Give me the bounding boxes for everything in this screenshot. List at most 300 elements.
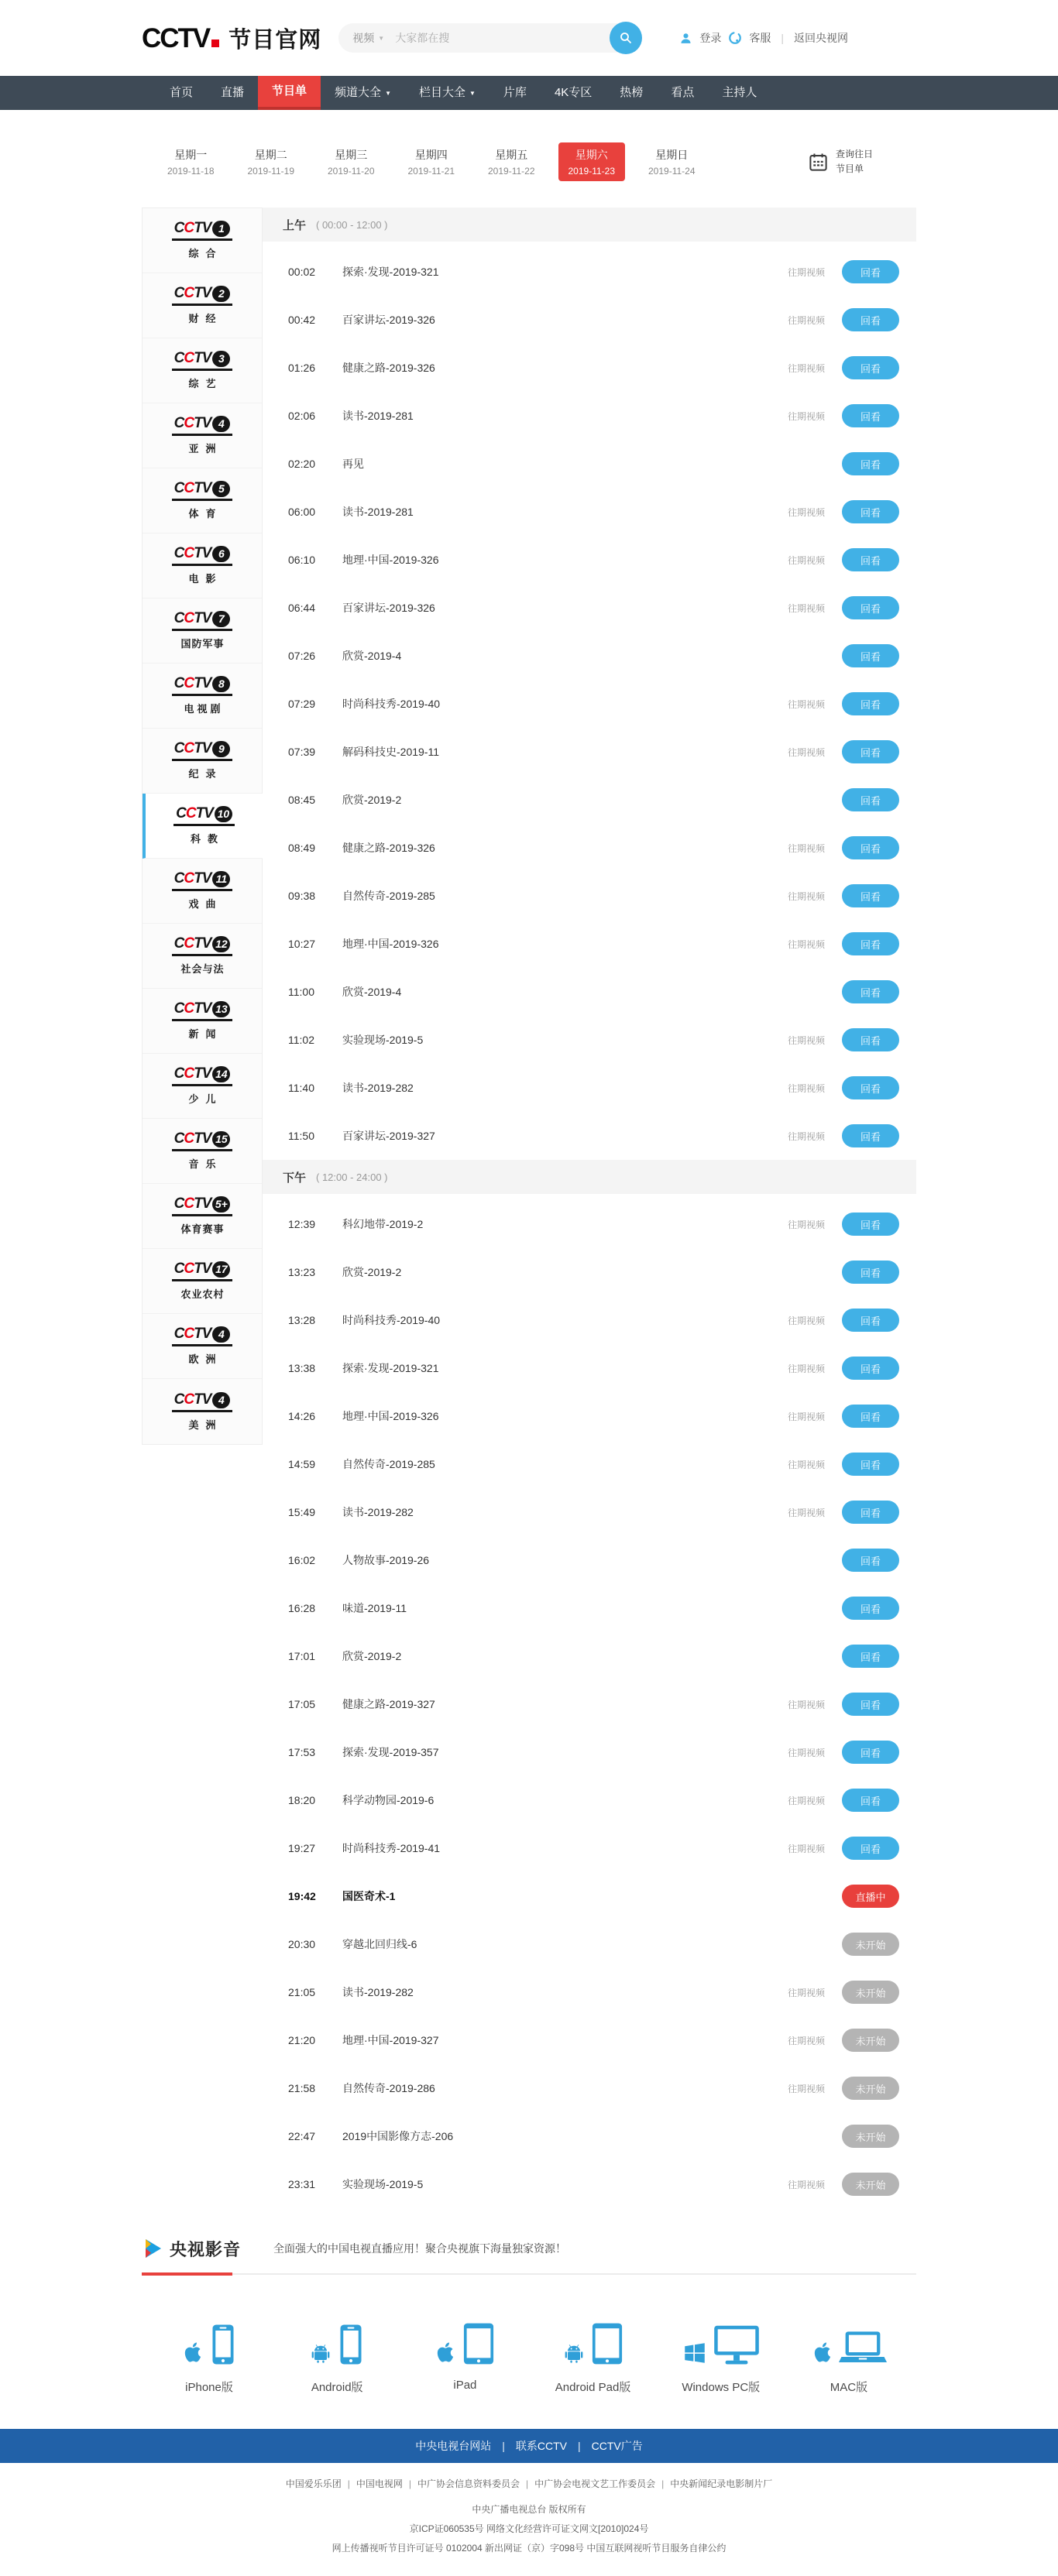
app-download-ipad[interactable] bbox=[404, 2307, 526, 2395]
program-row bbox=[263, 392, 916, 440]
app-icon-iphone bbox=[148, 2307, 270, 2366]
calendar-icon bbox=[808, 152, 829, 173]
date-tab-day: 星期二 bbox=[254, 149, 287, 161]
channel-name: 国防军事 bbox=[180, 638, 225, 650]
program-title[interactable]: 探索·发现-2019-357 bbox=[342, 1746, 439, 1758]
past-videos-link[interactable]: 往期视频 bbox=[787, 1411, 825, 1422]
channel-name: 体育赛事 bbox=[180, 1223, 225, 1235]
channel-name: 农业农村 bbox=[180, 1288, 225, 1300]
program-title[interactable]: 国医奇术-1 bbox=[342, 1890, 396, 1902]
cctv-logo-text: CCTV 3 bbox=[172, 351, 233, 371]
program-title[interactable]: 地理·中国-2019-326 bbox=[342, 938, 439, 950]
replay-button[interactable]: 回看 bbox=[842, 788, 899, 811]
sidebar-item-cctv-14-少儿[interactable] bbox=[143, 1054, 262, 1119]
program-title[interactable]: 百家讲坛-2019-326 bbox=[342, 314, 435, 326]
cctv-logo-text: CCTV 4 bbox=[172, 1392, 233, 1412]
program-time: 07:39 bbox=[288, 746, 316, 758]
channel-number-badge: 3 bbox=[212, 351, 230, 367]
site-logo[interactable] bbox=[142, 22, 321, 54]
cctv-channel-logo bbox=[172, 1326, 233, 1366]
bottombar-link-2[interactable]: CCTV广告 bbox=[591, 2440, 643, 2452]
app-download-mac[interactable] bbox=[788, 2307, 910, 2395]
live-button[interactable]: 直播中 bbox=[842, 1885, 899, 1908]
laptop-icon bbox=[839, 2329, 887, 2366]
past-videos-link[interactable]: 往期视频 bbox=[787, 2083, 825, 2094]
sidebar-item-cctv-12-社会与法[interactable] bbox=[143, 924, 262, 989]
program-title[interactable]: 欣赏-2019-2 bbox=[342, 1266, 402, 1278]
program-row bbox=[263, 2160, 916, 2208]
bottombar-link-1[interactable]: 联系CCTV bbox=[515, 2440, 567, 2452]
date-tab-2019-11-18[interactable] bbox=[157, 142, 225, 181]
program-title[interactable]: 百家讲坛-2019-326 bbox=[342, 602, 435, 614]
replay-button[interactable]: 回看 bbox=[842, 1309, 899, 1332]
nav-item-label: 栏目大全 bbox=[418, 86, 465, 99]
sidebar-item-cctv-13-新闻[interactable] bbox=[143, 989, 262, 1054]
program-title[interactable]: 自然传奇-2019-285 bbox=[342, 1458, 435, 1470]
past-videos-link[interactable]: 往期视频 bbox=[787, 698, 825, 710]
sidebar-item-cctv-4-亚洲[interactable] bbox=[143, 403, 262, 468]
program-title[interactable]: 百家讲坛-2019-327 bbox=[342, 1130, 435, 1142]
replay-button[interactable]: 回看 bbox=[842, 1549, 899, 1572]
date-tab-date: 2019-11-21 bbox=[407, 166, 455, 177]
channel-number-badge: 7 bbox=[212, 611, 230, 627]
channel-number-badge: 4 bbox=[212, 1392, 230, 1408]
sidebar-item-cctv-1-综合[interactable] bbox=[143, 208, 262, 273]
program-title[interactable]: 实验现场-2019-5 bbox=[342, 1034, 424, 1046]
channel-number-badge: 1 bbox=[212, 221, 230, 237]
channel-name: 美洲 bbox=[188, 1418, 223, 1431]
cctv-logo-text: CCTV 1 bbox=[172, 221, 233, 241]
program-title[interactable]: 欣赏-2019-2 bbox=[342, 1650, 402, 1662]
sidebar-item-cctv-4-欧洲[interactable] bbox=[143, 1314, 262, 1379]
footer-partner-link-3[interactable]: 中广协会电视文艺工作委员会 bbox=[534, 2478, 656, 2489]
date-tab-2019-11-21[interactable] bbox=[398, 142, 465, 181]
past-videos-link[interactable]: 往期视频 bbox=[787, 266, 825, 278]
program-title[interactable]: 解码科技史-2019-11 bbox=[342, 746, 440, 758]
section-title: 下午 bbox=[283, 1171, 307, 1185]
program-title[interactable]: 读书-2019-282 bbox=[342, 1506, 414, 1518]
replay-button[interactable]: 回看 bbox=[842, 452, 899, 475]
app-download-android_phone[interactable] bbox=[276, 2307, 398, 2395]
program-row bbox=[263, 1824, 916, 1872]
app-label: iPad bbox=[453, 2379, 477, 2392]
past-videos-link[interactable]: 往期视频 bbox=[787, 1795, 825, 1806]
past-videos-link[interactable]: 往期视频 bbox=[787, 1987, 825, 1998]
service-link[interactable]: 客服 bbox=[749, 32, 771, 44]
pending-button[interactable]: 未开始 bbox=[842, 2125, 899, 2148]
program-title[interactable]: 健康之路-2019-327 bbox=[342, 1698, 435, 1710]
date-tab-date: 2019-11-22 bbox=[488, 166, 535, 177]
channel-name: 亚洲 bbox=[188, 443, 223, 454]
channel-number-badge: 9 bbox=[212, 741, 230, 757]
program-time: 21:05 bbox=[288, 1986, 316, 1998]
date-tab-date: 2019-11-18 bbox=[167, 166, 215, 177]
program-title[interactable]: 自然传奇-2019-286 bbox=[342, 2082, 435, 2094]
nav-item-2[interactable] bbox=[258, 76, 321, 110]
sidebar-item-cctv-9-纪录[interactable] bbox=[143, 729, 262, 794]
footer-partner-link-0[interactable]: 中国爱乐乐团 bbox=[285, 2478, 342, 2489]
program-row bbox=[263, 1112, 916, 1160]
replay-button[interactable]: 回看 bbox=[842, 644, 899, 667]
program-title[interactable]: 地理·中国-2019-326 bbox=[342, 554, 439, 566]
nav-item-7[interactable] bbox=[606, 76, 657, 110]
past-videos-link[interactable]: 往期视频 bbox=[787, 2179, 825, 2190]
program-title[interactable]: 实验现场-2019-5 bbox=[342, 2178, 424, 2190]
content-area bbox=[142, 208, 916, 2208]
replay-button[interactable]: 回看 bbox=[842, 1261, 899, 1284]
replay-button[interactable]: 回看 bbox=[842, 260, 899, 283]
program-time: 07:26 bbox=[288, 650, 316, 662]
partner-separator: | bbox=[661, 2478, 665, 2489]
replay-button[interactable]: 回看 bbox=[842, 1076, 899, 1099]
past-videos-link[interactable]: 往期视频 bbox=[787, 1219, 825, 1230]
past-videos-link[interactable]: 往期视频 bbox=[787, 1130, 825, 1142]
user-links bbox=[679, 30, 916, 46]
program-time: 08:45 bbox=[288, 794, 316, 806]
past-videos-link[interactable]: 往期视频 bbox=[787, 890, 825, 902]
program-list bbox=[263, 208, 916, 2208]
cctv-channel-logo bbox=[172, 351, 233, 390]
date-tab-2019-11-24[interactable] bbox=[638, 142, 706, 181]
search-category-label: 视频 bbox=[352, 32, 375, 44]
program-time: 11:02 bbox=[288, 1034, 314, 1046]
replay-button[interactable]: 回看 bbox=[842, 1837, 899, 1860]
date-tab-day: 星期日 bbox=[655, 149, 689, 161]
nav-item-label: 首页 bbox=[170, 86, 194, 99]
channel-number-badge: 6 bbox=[212, 546, 230, 562]
cctv-logo-text: CCTV 5 bbox=[172, 481, 233, 501]
nav-item-0[interactable] bbox=[156, 76, 207, 110]
date-tab-day: 星期五 bbox=[495, 149, 528, 161]
past-videos-link[interactable]: 往期视频 bbox=[787, 410, 825, 422]
program-title[interactable]: 读书-2019-282 bbox=[342, 1082, 414, 1094]
past-videos-link[interactable]: 往期视频 bbox=[787, 1699, 825, 1710]
nav-item-label: 热榜 bbox=[620, 86, 644, 99]
past-videos-link[interactable]: 往期视频 bbox=[787, 362, 825, 374]
date-bar bbox=[142, 142, 916, 181]
replay-button[interactable]: 回看 bbox=[842, 596, 899, 619]
sidebar-item-cctv-11-戏曲[interactable] bbox=[143, 859, 262, 924]
channel-number-badge: 5 bbox=[212, 481, 230, 497]
footer-partner-link-2[interactable]: 中广协会信息资料委员会 bbox=[417, 2478, 520, 2489]
program-time: 00:42 bbox=[288, 314, 316, 326]
app-download-android_pad[interactable] bbox=[532, 2307, 654, 2395]
program-time: 19:42 bbox=[288, 1890, 316, 1902]
channel-name: 少儿 bbox=[188, 1093, 223, 1105]
program-row bbox=[263, 584, 916, 632]
past-videos-link[interactable]: 往期视频 bbox=[787, 1507, 825, 1518]
sidebar-item-cctv-6-电影[interactable] bbox=[143, 533, 262, 599]
cctv-logo-text: CCTV 13 bbox=[172, 1001, 233, 1021]
replay-button[interactable]: 回看 bbox=[842, 356, 899, 379]
past-videos-link[interactable]: 往期视频 bbox=[787, 938, 825, 950]
channel-number-badge: 13 bbox=[212, 1001, 230, 1017]
past-videos-link[interactable]: 往期视频 bbox=[787, 1034, 825, 1046]
program-time: 10:27 bbox=[288, 938, 316, 950]
pending-button[interactable]: 未开始 bbox=[842, 2029, 899, 2052]
channel-number-badge: 17 bbox=[212, 1261, 230, 1278]
program-row bbox=[263, 1440, 916, 1488]
sidebar-item-cctv-10-科教[interactable] bbox=[143, 794, 263, 859]
replay-button[interactable]: 回看 bbox=[842, 1357, 899, 1380]
program-title[interactable]: 人物故事-2019-26 bbox=[342, 1554, 430, 1566]
section-header bbox=[263, 1160, 916, 1194]
sidebar-item-cctv-5-体育[interactable] bbox=[143, 468, 262, 533]
program-title[interactable]: 欣赏-2019-2 bbox=[342, 794, 402, 806]
channel-name: 体育 bbox=[188, 508, 223, 520]
date-tab-date: 2019-11-24 bbox=[648, 166, 696, 177]
date-tab-date: 2019-11-23 bbox=[568, 166, 615, 177]
program-title[interactable]: 自然传奇-2019-285 bbox=[342, 890, 435, 902]
windows-icon bbox=[682, 2340, 708, 2366]
past-videos-link[interactable]: 往期视频 bbox=[787, 842, 825, 854]
replay-button[interactable]: 回看 bbox=[842, 836, 899, 859]
nav-item-5[interactable] bbox=[489, 76, 541, 110]
replay-button[interactable]: 回看 bbox=[842, 404, 899, 427]
program-title[interactable]: 欣赏-2019-4 bbox=[342, 986, 402, 998]
nav-item-label: 看点 bbox=[671, 86, 695, 99]
replay-button[interactable]: 回看 bbox=[842, 1213, 899, 1236]
top-header bbox=[0, 0, 1058, 76]
program-title[interactable]: 欣赏-2019-4 bbox=[342, 650, 402, 662]
monitor-icon bbox=[713, 2324, 761, 2366]
program-row bbox=[263, 488, 916, 536]
cctv-logo-text: CCTV 4 bbox=[172, 416, 233, 436]
customer-service-icon bbox=[728, 31, 742, 45]
sidebar-item-cctv-3-综艺[interactable] bbox=[143, 338, 262, 403]
nav-item-9[interactable] bbox=[708, 76, 771, 110]
nav-item-1[interactable] bbox=[207, 76, 258, 110]
program-title[interactable]: 科学动物园-2019-6 bbox=[342, 1794, 435, 1806]
nav-item-6[interactable] bbox=[541, 76, 606, 110]
replay-button[interactable]: 回看 bbox=[842, 740, 899, 763]
program-title[interactable]: 健康之路-2019-326 bbox=[342, 362, 435, 374]
cctv-logo-text: CCTV bbox=[142, 22, 210, 53]
past-videos-link[interactable]: 往期视频 bbox=[787, 314, 825, 326]
program-row bbox=[263, 1776, 916, 1824]
date-tab-2019-11-23[interactable] bbox=[558, 142, 626, 181]
program-time: 17:01 bbox=[288, 1650, 316, 1662]
channel-number-badge: 4 bbox=[212, 1326, 230, 1343]
past-videos-link[interactable]: 往期视频 bbox=[787, 506, 825, 518]
cctv-channel-logo bbox=[173, 806, 235, 846]
channel-name: 电视剧 bbox=[184, 703, 224, 715]
date-tab-2019-11-22[interactable] bbox=[478, 142, 545, 181]
cctv-logo-text: CCTV 14 bbox=[172, 1066, 233, 1086]
channel-name: 新闻 bbox=[188, 1028, 223, 1040]
search-button[interactable] bbox=[610, 22, 642, 54]
cctv-logo-text: CCTV 4 bbox=[172, 1326, 233, 1346]
app-icon-android_pad bbox=[532, 2307, 654, 2366]
replay-button[interactable]: 回看 bbox=[842, 932, 899, 955]
replay-button[interactable]: 回看 bbox=[842, 1693, 899, 1716]
date-tab-date: 2019-11-19 bbox=[247, 166, 294, 177]
program-row bbox=[263, 1064, 916, 1112]
program-title[interactable]: 再见 bbox=[342, 458, 364, 470]
past-videos-link[interactable]: 往期视频 bbox=[787, 2035, 825, 2046]
app-label: MAC版 bbox=[830, 2381, 868, 2394]
replay-button[interactable]: 回看 bbox=[842, 1645, 899, 1668]
date-tab-date: 2019-11-20 bbox=[328, 166, 375, 177]
channel-number-badge: 10 bbox=[215, 806, 232, 822]
program-title[interactable]: 探索·发现-2019-321 bbox=[342, 266, 439, 278]
program-title[interactable]: 读书-2019-281 bbox=[342, 506, 414, 518]
past-videos-link[interactable]: 往期视频 bbox=[787, 602, 825, 614]
program-row bbox=[263, 968, 916, 1016]
cctv-channel-logo bbox=[172, 1392, 233, 1432]
program-row bbox=[263, 1488, 916, 1536]
past-videos-link[interactable]: 往期视频 bbox=[787, 554, 825, 566]
back-to-cctv-link[interactable]: 返回央视网 bbox=[794, 32, 848, 44]
apple-icon bbox=[181, 2338, 204, 2366]
section-title: 上午 bbox=[283, 218, 307, 232]
program-title[interactable]: 2019中国影像方志-206 bbox=[342, 2130, 454, 2142]
sidebar-item-cctv-8-电视剧[interactable] bbox=[143, 664, 262, 729]
app-download-windows[interactable] bbox=[660, 2307, 782, 2395]
program-time: 11:00 bbox=[288, 986, 314, 998]
pending-button[interactable]: 未开始 bbox=[842, 2173, 899, 2196]
nav-item-label: 频道大全 bbox=[335, 86, 382, 99]
replay-button[interactable]: 回看 bbox=[842, 884, 899, 907]
program-title[interactable]: 探索·发现-2019-321 bbox=[342, 1362, 439, 1374]
cctv-channel-logo bbox=[172, 741, 233, 780]
cctv-logo-text: CCTV 17 bbox=[172, 1261, 233, 1281]
program-time: 17:53 bbox=[288, 1746, 316, 1758]
channel-number-badge: 12 bbox=[212, 936, 230, 952]
sidebar-item-cctv-15-音乐[interactable] bbox=[143, 1119, 262, 1184]
channel-name: 欧洲 bbox=[188, 1353, 223, 1365]
replay-button[interactable]: 回看 bbox=[842, 1597, 899, 1620]
search-category-dropdown[interactable] bbox=[338, 30, 393, 46]
program-time: 11:40 bbox=[288, 1082, 314, 1094]
replay-button[interactable]: 回看 bbox=[842, 1501, 899, 1524]
program-row bbox=[263, 1200, 916, 1248]
cbox-logo[interactable] bbox=[142, 2237, 241, 2261]
main-nav bbox=[0, 76, 1058, 110]
replay-button[interactable]: 回看 bbox=[842, 980, 899, 1003]
replay-button[interactable]: 回看 bbox=[842, 692, 899, 715]
program-title[interactable]: 健康之路-2019-326 bbox=[342, 842, 435, 854]
replay-button[interactable]: 回看 bbox=[842, 1028, 899, 1051]
past-videos-link[interactable]: 往期视频 bbox=[787, 1843, 825, 1854]
sidebar-item-cctv-7-国防军事[interactable] bbox=[143, 599, 262, 664]
nav-item-3[interactable] bbox=[321, 76, 405, 110]
replay-button[interactable]: 回看 bbox=[842, 308, 899, 331]
link-separator: | bbox=[578, 2440, 581, 2452]
program-row bbox=[263, 1296, 916, 1344]
replay-button[interactable]: 回看 bbox=[842, 548, 899, 571]
past-videos-link[interactable]: 往期视频 bbox=[787, 1082, 825, 1094]
app-icon-windows bbox=[660, 2307, 782, 2366]
cctv-channel-logo bbox=[172, 481, 233, 520]
phone-icon bbox=[337, 2323, 365, 2366]
sidebar-item-cctv-5+-体育赛事[interactable] bbox=[143, 1184, 262, 1249]
program-row bbox=[263, 1536, 916, 1584]
program-title[interactable]: 科幻地带-2019-2 bbox=[342, 1218, 424, 1230]
replay-button[interactable]: 回看 bbox=[842, 1453, 899, 1476]
program-row bbox=[263, 536, 916, 584]
program-title[interactable]: 时尚科技秀-2019-40 bbox=[342, 698, 441, 710]
program-title[interactable]: 地理·中国-2019-326 bbox=[342, 1410, 439, 1422]
cctv-logo-text: CCTV 11 bbox=[172, 871, 233, 891]
past-videos-link[interactable]: 往期视频 bbox=[787, 1363, 825, 1374]
chevron-down-icon: ▼ bbox=[378, 34, 385, 42]
footer-partner-link-4[interactable]: 中央新闻纪录电影制片厂 bbox=[670, 2478, 773, 2489]
date-tab-2019-11-19[interactable] bbox=[238, 142, 305, 181]
phone-icon bbox=[209, 2323, 237, 2366]
program-row bbox=[263, 344, 916, 392]
replay-button[interactable]: 回看 bbox=[842, 1741, 899, 1764]
program-row bbox=[263, 1248, 916, 1296]
past-videos-link[interactable]: 往期视频 bbox=[787, 1747, 825, 1758]
nav-item-4[interactable] bbox=[405, 76, 489, 110]
replay-button[interactable]: 回看 bbox=[842, 1405, 899, 1428]
program-time: 13:38 bbox=[288, 1362, 316, 1374]
program-row bbox=[263, 2016, 916, 2064]
nav-item-8[interactable] bbox=[657, 76, 708, 110]
program-row bbox=[263, 920, 916, 968]
replay-button[interactable]: 回看 bbox=[842, 1124, 899, 1147]
search-icon bbox=[619, 31, 633, 45]
program-title[interactable]: 时尚科技秀-2019-41 bbox=[342, 1842, 441, 1854]
past-videos-link[interactable]: 往期视频 bbox=[787, 746, 825, 758]
channel-name: 纪录 bbox=[188, 768, 223, 780]
channel-number-badge: 14 bbox=[212, 1066, 230, 1082]
program-time: 16:28 bbox=[288, 1602, 316, 1614]
bottombar-link-0[interactable]: 中央电视台网站 bbox=[415, 2440, 492, 2452]
sidebar-item-cctv-17-农业农村[interactable] bbox=[143, 1249, 262, 1314]
date-tab-day: 星期三 bbox=[335, 149, 368, 161]
program-title[interactable]: 读书-2019-282 bbox=[342, 1986, 414, 1998]
footer-partner-link-1[interactable]: 中国电视网 bbox=[356, 2478, 403, 2489]
program-time: 02:06 bbox=[288, 410, 316, 422]
cctv-logo-text: CCTV 9 bbox=[172, 741, 233, 761]
section-header bbox=[263, 208, 916, 242]
cctv-channel-logo bbox=[172, 286, 233, 325]
program-time: 21:58 bbox=[288, 2082, 316, 2094]
link-separator: | bbox=[502, 2440, 505, 2452]
query-history-button[interactable] bbox=[808, 147, 901, 177]
program-row bbox=[263, 1728, 916, 1776]
date-tab-2019-11-20[interactable] bbox=[318, 142, 385, 181]
search-input[interactable] bbox=[393, 23, 610, 53]
sidebar-item-cctv-2-财经[interactable] bbox=[143, 273, 262, 338]
app-download-iphone[interactable] bbox=[148, 2307, 270, 2395]
past-videos-link[interactable]: 往期视频 bbox=[787, 1459, 825, 1470]
past-videos-link[interactable]: 往期视频 bbox=[787, 1315, 825, 1326]
program-time: 02:20 bbox=[288, 458, 316, 470]
replay-button[interactable]: 回看 bbox=[842, 500, 899, 523]
program-title[interactable]: 地理·中国-2019-327 bbox=[342, 2034, 439, 2046]
program-row bbox=[263, 1920, 916, 1968]
replay-button[interactable]: 回看 bbox=[842, 1789, 899, 1812]
program-title[interactable]: 味道-2019-11 bbox=[342, 1602, 407, 1614]
query-history-label: 查询往日 节目单 bbox=[835, 148, 873, 174]
program-title[interactable]: 时尚科技秀-2019-40 bbox=[342, 1314, 441, 1326]
pending-button[interactable]: 未开始 bbox=[842, 2077, 899, 2100]
pending-button[interactable]: 未开始 bbox=[842, 1933, 899, 1956]
pending-button[interactable]: 未开始 bbox=[842, 1981, 899, 2004]
program-time: 16:02 bbox=[288, 1554, 316, 1566]
program-title[interactable]: 穿越北回归线-6 bbox=[342, 1938, 417, 1950]
cctv-channel-logo bbox=[172, 871, 233, 911]
program-row bbox=[263, 1584, 916, 1632]
cctv-logo-text: CCTV 8 bbox=[172, 676, 233, 696]
partner-separator: | bbox=[526, 2478, 529, 2489]
program-title[interactable]: 读书-2019-281 bbox=[342, 410, 414, 422]
sidebar-item-cctv-4-美洲[interactable] bbox=[143, 1379, 262, 1444]
login-link[interactable]: 登录 bbox=[699, 32, 722, 44]
